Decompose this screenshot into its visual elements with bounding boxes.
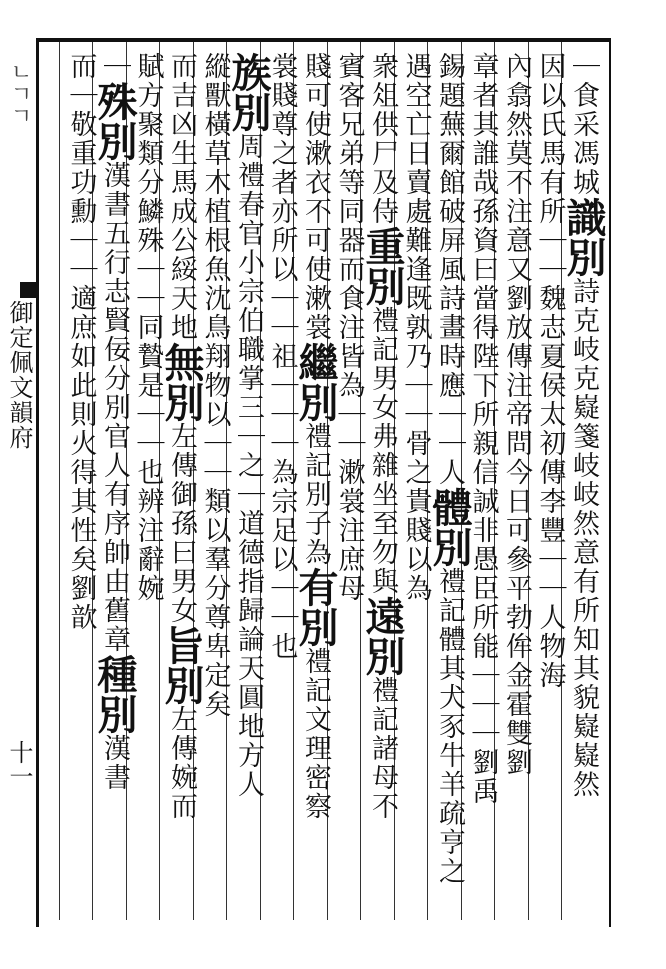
entry-text: ｜ [99, 52, 130, 81]
entry-text: 漢書 [99, 734, 130, 792]
entry-headword: 種別 [91, 654, 138, 734]
entry-headword: 有別 [292, 567, 339, 647]
entry-text: 左傳婉而 [166, 705, 197, 821]
entry-text: 而｜ [65, 52, 97, 110]
entry-headword: 識別 [560, 197, 607, 277]
entry-headword: 遠別 [359, 596, 406, 676]
entry-text: 衆俎供尸及侍 [367, 52, 398, 226]
entry-text: 而吉凶生馬成公綏天地 [166, 52, 197, 342]
entry-text: 內翕然莫不注意又劉放傳注帝問今日可參平勃侔金霍雙劉 [501, 52, 532, 777]
entry-text: 章者其誰哉孫資曰當得陛下所親信誠非愚臣所能｜｜｜劉禹 [467, 52, 499, 806]
entry-text: 禮記男女弗雜坐至勿與 [367, 306, 398, 596]
entry-headword: 體別 [426, 487, 473, 567]
entry-headword: 殊別 [91, 81, 138, 161]
entry-headword: 繼別 [292, 342, 339, 422]
margin-book-title: 御定佩文韻府 [5, 300, 33, 450]
column-rule [59, 42, 60, 920]
entry-text: 賦方聚類分鱗殊｜｜ [132, 52, 164, 313]
entry-text: 因以氏馬 [534, 52, 566, 168]
entry-text: 祖｜｜｜為宗 [266, 342, 298, 516]
entry-headword: 重別 [359, 226, 406, 306]
entry-text: 錫題蕪爾館破屏風詩畫時應｜｜人 [434, 52, 465, 487]
entry-text: 左傳御孫曰男女 [166, 422, 197, 625]
entry-text: 禮記諸母不 [367, 676, 398, 821]
entry-text: 同贄是｜｜也 [132, 313, 164, 487]
entry-text: 詩克岐克嶷箋岐岐然意有所知其貌嶷嶷然 [568, 277, 599, 799]
entry-text: 縱獸橫草木植根魚沈鳥翔物以｜｜類以羣分尊卑定矣 [199, 52, 231, 719]
entry-text: 禮記體其犬豕牛羊疏亨之 [434, 567, 465, 886]
entry-text: 賓客兄弟等 [333, 52, 365, 197]
entry-text: 周禮春官小宗伯職掌三｜之｜道德指歸論天圓地方人 [233, 132, 264, 799]
entry-text: 有所｜｜魏志夏侯太初傳李豐｜｜人物海 [534, 168, 566, 690]
entry-text: 賤可使漱衣不可使漱裳 [300, 52, 331, 342]
text-column [61, 52, 101, 632]
entry-text: 既孰乃｜｜骨之貴賤以為 [400, 284, 432, 603]
entry-text: 遇空亡日賣處難逢 [400, 52, 432, 284]
entry-text: 禮記文理密察 [300, 647, 331, 821]
entry-headword: 旨別 [158, 625, 205, 705]
entry-text: 辨注辭婉 [132, 487, 164, 603]
entry-text: 敬重功勳｜｜適庶如此則火得其性矣 [65, 110, 97, 574]
entry-text: 禮記別子為 [300, 422, 331, 567]
entry-text: 同器而食注皆為｜｜ [333, 197, 365, 458]
entry-text: 漱裳注庶母 [333, 458, 365, 603]
leaf-number: 十一 [5, 740, 33, 788]
entry-text: ｜食采馮城 [568, 52, 599, 197]
margin-mark: ㄴㄱㄱ [7, 60, 32, 126]
entry-text: 足以｜｜也 [266, 516, 298, 661]
entry-text: 裳賤尊之者亦所以｜｜ [266, 52, 298, 342]
entry-headword: 族別 [225, 52, 272, 132]
entry-text: 漢書五行志賢佞分別官人有序帥由舊章 [99, 161, 130, 654]
entry-text: 劉歆 [65, 574, 97, 632]
entry-headword: 無別 [158, 342, 205, 422]
